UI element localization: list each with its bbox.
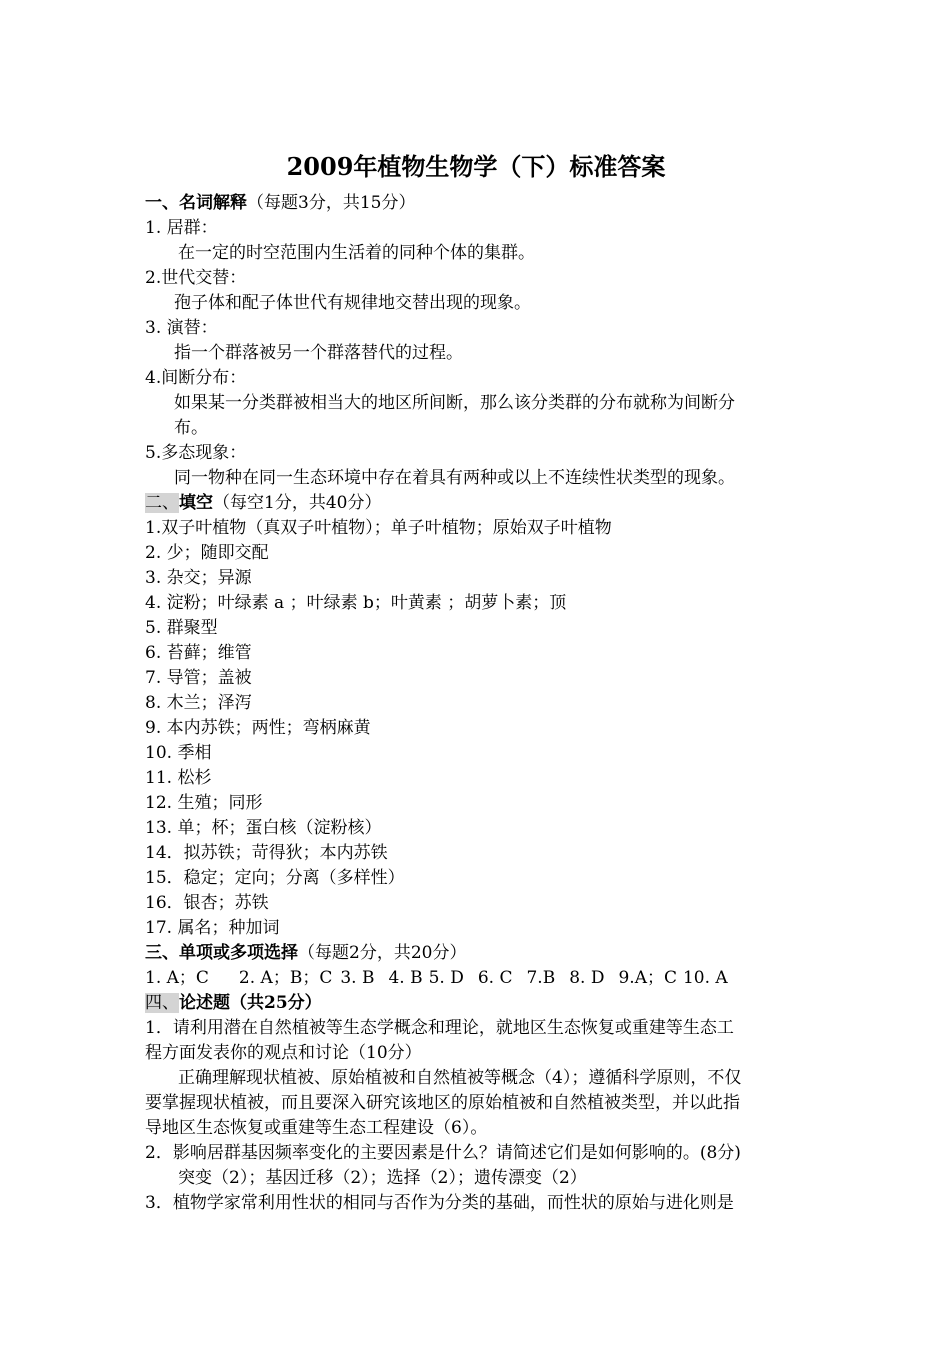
fill-answer-10: 10. 季相 xyxy=(145,743,212,763)
section-2-number: 二、 xyxy=(145,493,179,513)
section-1-name: 名词解释 xyxy=(179,193,247,213)
fill-answer-16: 16．银杏；苏铁 xyxy=(145,893,269,913)
fill-answer-11: 11. 松杉 xyxy=(145,768,212,788)
section-4-heading xyxy=(145,991,815,1016)
choice-answer-7: 7.B xyxy=(526,968,556,988)
fill-answer-1: 1.双子叶植物（真双子叶植物）；单子叶植物；原始双子叶植物 xyxy=(145,518,612,538)
section-3-name: 三、单项或多项选择 xyxy=(145,943,298,963)
definition-5: 同一物种在同一生态环境中存在着具有两种或以上不连续性状类型的现象。 xyxy=(174,468,735,488)
choice-answer-2: 2. A；B；C xyxy=(238,968,333,988)
fill-answer-12: 12. 生殖；同形 xyxy=(145,793,263,813)
section-2-note: （每空1分，共40分） xyxy=(213,493,382,513)
section-1-heading xyxy=(145,191,815,216)
choice-answers-row xyxy=(145,966,815,991)
term-1: 1. 居群： xyxy=(145,218,218,238)
section-3-note: （每题2分，共20分） xyxy=(298,943,467,963)
fill-answer-8: 8. 木兰；泽泻 xyxy=(145,693,252,713)
essay-answer-1-line-1: 正确理解现状植被、原始植被和自然植被等概念（4）；遵循科学原则，不仅 xyxy=(178,1068,742,1088)
term-3: 3. 演替： xyxy=(145,318,218,338)
fill-answer-2: 2. 少；随即交配 xyxy=(145,543,269,563)
essay-answer-1-line-3: 导地区生态恢复或重建等生态工程建设（6）。 xyxy=(145,1118,488,1138)
section-2-name: 填空 xyxy=(179,493,213,513)
essay-question-1-line-1: 1．请利用潜在自然植被等生态学概念和理论，就地区生态恢复或重建等生态工 xyxy=(145,1018,734,1038)
choice-answer-8: 8. D xyxy=(569,968,605,988)
fill-answer-13: 13. 单；杯；蛋白核（淀粉核） xyxy=(145,818,382,838)
page-title: 2009年植物生物学（下）标准答案 xyxy=(286,152,666,181)
essay-question-1-line-2: 程方面发表你的观点和讨论（10分） xyxy=(145,1043,422,1063)
fill-answer-6: 6. 苔藓；维管 xyxy=(145,643,252,663)
fill-answer-17: 17. 属名；种加词 xyxy=(145,918,280,938)
choice-answer-4: 4. B xyxy=(388,968,423,988)
fill-answer-3: 3. 杂交；异源 xyxy=(145,568,252,588)
fill-answer-9: 9. 本内苏铁；两性；弯柄麻黄 xyxy=(145,718,371,738)
fill-answer-15: 15．稳定；定向；分离（多样性） xyxy=(145,868,405,888)
fill-answer-4: 4. 淀粉；叶绿素 a ；叶绿素 b；叶黄素 ；胡萝卜素；顶 xyxy=(145,593,567,613)
choice-answer-9: 9.A；C xyxy=(618,968,677,988)
fill-answer-14: 14．拟苏铁；苛得狄；本内苏铁 xyxy=(145,843,388,863)
term-5: 5.多态现象： xyxy=(145,443,247,463)
section-3-heading xyxy=(145,941,815,966)
section-1-note: （每题3分，共15分） xyxy=(247,193,416,213)
definition-3: 指一个群落被另一个群落替代的过程。 xyxy=(174,343,463,363)
essay-question-3-line-1: 3．植物学家常利用性状的相同与否作为分类的基础，而性状的原始与进化则是 xyxy=(145,1193,734,1213)
definition-1: 在一定的时空范围内生活着的同种个体的集群。 xyxy=(178,243,535,263)
section-1-number: 一、 xyxy=(145,193,179,213)
section-4-number: 四、 xyxy=(145,993,179,1013)
term-4: 4.间断分布： xyxy=(145,368,247,388)
fill-answer-7: 7. 导管；盖被 xyxy=(145,668,252,688)
definition-4-line-1: 如果某一分类群被相当大的地区所间断，那么该分类群的分布就称为间断分 xyxy=(174,393,735,413)
fill-answer-5: 5. 群聚型 xyxy=(145,618,218,638)
definition-4-line-2: 布。 xyxy=(174,418,208,438)
choice-answer-10: 10. A xyxy=(682,968,728,988)
term-2: 2.世代交替： xyxy=(145,268,247,288)
essay-answer-1-line-2: 要掌握现状植被，而且要深入研究该地区的原始植被和自然植被类型，并以此指 xyxy=(145,1093,740,1113)
essay-question-2: 2．影响居群基因频率变化的主要因素是什么？请简述它们是如何影响的。(8分) xyxy=(145,1143,741,1163)
choice-answer-1: 1. A；C xyxy=(145,968,209,988)
choice-answer-3: 3. B xyxy=(340,968,375,988)
choice-answer-6: 6. C xyxy=(477,968,513,988)
essay-answer-2: 突变（2）；基因迁移（2）；选择（2）；遗传漂变（2） xyxy=(178,1168,587,1188)
section-2-heading xyxy=(145,491,815,516)
section-4-name: 论述题（共25分） xyxy=(179,993,322,1013)
choice-answer-5: 5. D xyxy=(428,968,464,988)
definition-2: 孢子体和配子体世代有规律地交替出现的现象。 xyxy=(174,293,531,313)
